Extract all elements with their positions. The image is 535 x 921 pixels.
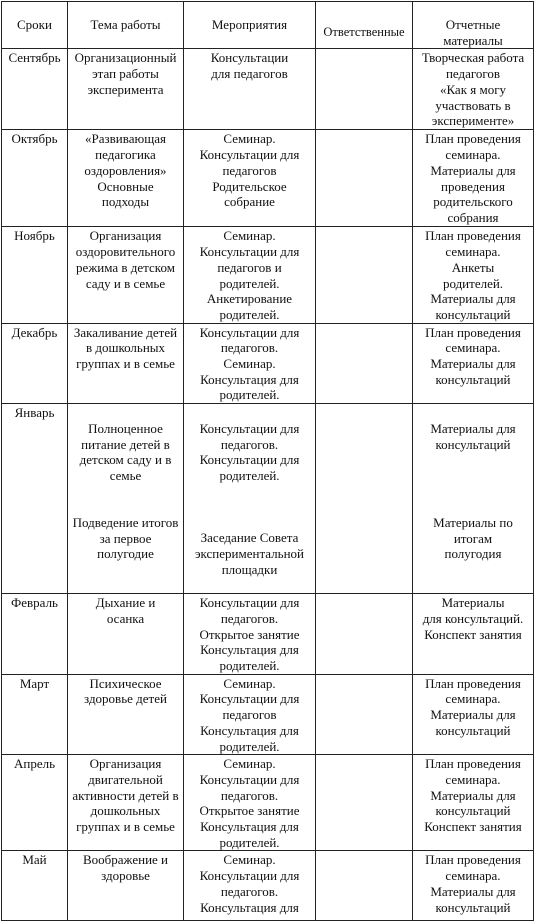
cell-reports: План проведения семинара. Материалы для консультаций [413, 851, 534, 921]
cell-term: Ноябрь [2, 227, 68, 323]
cell-reports: План проведения семинара. Материалы для консультаций [413, 674, 534, 755]
cell-reports: План проведения семинара. Материалы для консультаций [413, 323, 534, 404]
header-responsible: Ответственные [316, 2, 413, 49]
cell-term: Март [2, 674, 68, 755]
cell-responsible [316, 755, 413, 851]
events-main: Консультации для педагогов. Консультации для родителей. [199, 420, 300, 483]
cell-term: Октябрь [2, 130, 68, 227]
cell-responsible [316, 851, 413, 921]
table-row-december [2, 323, 534, 404]
cell-events: Консультации для педагогов. Семинар. Консультация для родителей. [184, 323, 316, 404]
table-row-february [2, 594, 534, 675]
header-events: Мероприятия [184, 2, 316, 49]
table-row-may [2, 851, 534, 921]
cell-topic: Организация двигательной активности детей в дошкольных группах и в семье [68, 755, 184, 851]
header-row [2, 2, 534, 49]
cell-term: Май [2, 851, 68, 921]
cell-reports: План проведения семинара. Анкеты родителей. Материалы для консультаций [413, 227, 534, 323]
cell-events: Консультации для педагогов. Открытое занятие Консультация для родителей. [184, 594, 316, 675]
cell-term: Апрель [2, 755, 68, 851]
header-topic: Тема работы [68, 2, 184, 49]
topic-summary: Подведение итогов за первое полугодие [72, 515, 179, 562]
cell-responsible [316, 227, 413, 323]
table-row-october [2, 130, 534, 227]
cell-term: Январь [2, 404, 68, 594]
cell-term: Сентябрь [2, 49, 68, 130]
cell-topic: Дыхание и осанка [68, 594, 184, 675]
cell-topic: Психическое здоровье детей [68, 674, 184, 755]
cell-topic: «Развивающая педагогика оздоровления» Основные подходы [68, 130, 184, 227]
cell-reports: План проведения семинара. Материалы для консультаций Конспект занятия [413, 755, 534, 851]
table-row-april [2, 755, 534, 851]
cell-responsible [316, 594, 413, 675]
reports-main: Материалы для консультаций [430, 420, 516, 452]
cell-reports: Материалы для консультаций. Конспект занятия [413, 594, 534, 675]
cell-responsible [316, 323, 413, 404]
cell-events: Семинар. Консультации для педагогов Родительское собрание [184, 130, 316, 227]
cell-term: Декабрь [2, 323, 68, 404]
cell-topic: Организационный этап работы эксперимента [68, 49, 184, 130]
cell-events: Семинар. Консультации для педагогов. Консультация для [184, 851, 316, 921]
cell-term: Февраль [2, 594, 68, 675]
header-reports: Отчетные материалы [413, 2, 534, 49]
cell-reports [413, 404, 534, 594]
cell-reports: Творческая работа педагогов «Как я могу участвовать в эксперименте» [413, 49, 534, 130]
cell-responsible [316, 674, 413, 755]
cell-events: Семинар. Консультации для педагогов. Открытое занятие Консультация для родителей. [184, 755, 316, 851]
table-row-january [2, 404, 534, 594]
cell-responsible [316, 404, 413, 594]
cell-topic: Закаливание детей в дошкольных группах и в семье [68, 323, 184, 404]
cell-events: Семинар. Консультации для педагогов Консультация для родителей. [184, 674, 316, 755]
cell-responsible [316, 49, 413, 130]
table-row-september [2, 49, 534, 130]
table-row-march [2, 674, 534, 755]
events-council: Заседание Совета экспериментальной площадки [194, 530, 305, 577]
table-row-november [2, 227, 534, 323]
topic-main: Полноценное питание детей в детском саду и в семье [79, 420, 172, 483]
cell-events: Семинар. Консультации для педагогов и родителей. Анкетирование родителей. [184, 227, 316, 323]
header-term: Сроки [2, 2, 68, 49]
cell-responsible [316, 130, 413, 227]
reports-summary: Материалы по итогам полугодия [433, 514, 513, 562]
cell-topic [68, 404, 184, 594]
cell-events [184, 404, 316, 594]
cell-reports: План проведения семинара. Материалы для проведения родительского собрания [413, 130, 534, 227]
work-plan-table [1, 1, 534, 921]
cell-topic: Воображение и здоровье [68, 851, 184, 921]
cell-topic: Организация оздоровительного режима в детском саду и в семье [68, 227, 184, 323]
cell-events: Консультации для педагогов [184, 49, 316, 130]
